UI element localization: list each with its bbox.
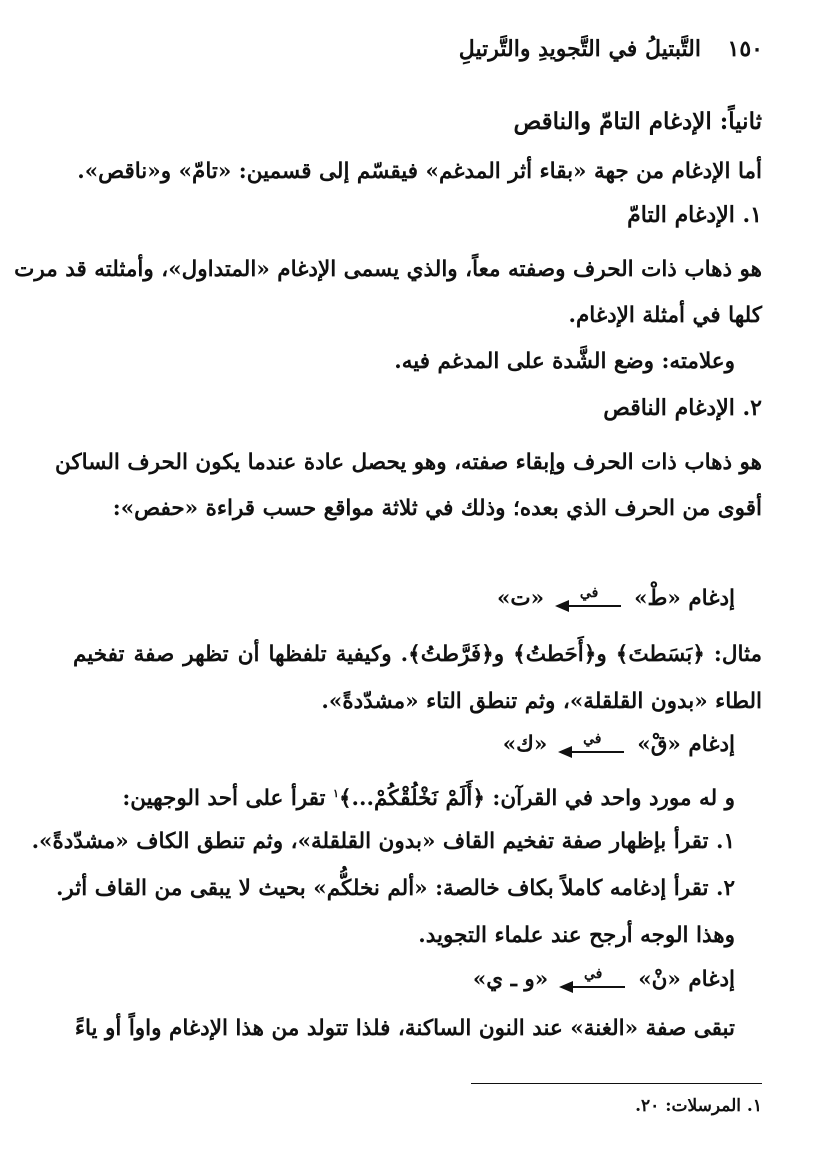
footnote-reference[interactable]: ١ <box>333 787 339 800</box>
arrow-caption: في <box>583 731 602 747</box>
case-kaf-row <box>73 730 735 760</box>
complete-assimilation-heading: ١. الإدغام التامّ <box>627 202 762 228</box>
incomplete-assimilation-heading: ٢. الإدغام الناقص <box>603 395 762 421</box>
case-kaf-way-2: ٢. تقرأ إدغامه كاملاً بكاف خالصة: «ألم نخلكُّم» بحيث لا يبقى من القاف أثر. <box>55 876 735 901</box>
case-kaf-occurrence <box>73 779 735 814</box>
case-kaf-label: إدغام «قْ» <box>637 732 735 757</box>
arrow-left-icon <box>558 967 628 993</box>
incomplete-definition-line-2: أقوى من الحرف الذي بعده؛ وذلك في ثلاثة مواقع حسب قراءة «حفص»: <box>112 496 762 521</box>
book-title: التَّبتيلُ في التَّجويدِ والتَّرتيلِ <box>458 36 701 62</box>
running-header <box>72 36 763 70</box>
case-ta-example-line-2: الطاء «بدون القلقلة»، وثم تنطق التاء «مشدّدةً». <box>321 689 762 714</box>
case-noon-target: «و ـ ي» <box>472 967 549 992</box>
page-number: ١٥٠ <box>727 36 763 62</box>
case-ta-example-line-1: مثال: ﴿بَسَطتَ﴾ و﴿أَحَطتُ﴾ و﴿فَرَّطتُ﴾. وكيفية تلفظها أن تظهر صفة تفخيم <box>73 642 762 667</box>
section-title: ثانياً: الإدغام التامّ والناقص <box>513 108 762 135</box>
incomplete-definition-line-1: هو ذهاب ذات الحرف وإبقاء صفته، وهو يحصل عادة عندما يكون الحرف الساكن <box>55 450 762 475</box>
occurrence-text: و له مورد واحد في القرآن: ﴿أَلَمْ نَخْلُقْكُمْ...﴾ <box>338 786 735 812</box>
case-kaf-preferred: وهذا الوجه أرجح عند علماء التجويد. <box>418 923 735 948</box>
complete-definition-line-2: كلها في أمثلة الإدغام. <box>568 303 762 328</box>
case-noon-row <box>73 965 735 995</box>
arrow-caption: في <box>579 585 599 601</box>
case-ta-label: إدغام «طْ» <box>634 586 735 611</box>
arrow-left-icon <box>554 586 624 612</box>
footnote-divider <box>471 1083 762 1084</box>
case-noon-label: إدغام «نْ» <box>638 967 735 992</box>
complete-sign: وعلامته: وضع الشَّدة على المدغم فيه. <box>394 349 735 374</box>
footnote: ١. المرسلات: ٢٠. <box>635 1096 762 1116</box>
intro-paragraph: أما الإدغام من جهة «بقاء أثر المدغم» فيقسّم إلى قسمين: «تامّ» و«ناقص». <box>77 159 762 184</box>
arrow-left-icon <box>557 732 627 758</box>
case-ta-row <box>73 584 735 614</box>
complete-definition-line-1: هو ذهاب ذات الحرف وصفته معاً، والذي يسمى الإدغام «المتداول»، وأمثلته قد مرت <box>14 257 762 282</box>
occurrence-continuation: تقرأ على أحد الوجهين: <box>122 786 334 812</box>
case-ta-target: «ت» <box>496 586 545 611</box>
case-noon-text: تبقى صفة «الغنة» عند النون الساكنة، فلذا تتولد من هذا الإدغام واواً أو ياءً <box>74 1016 735 1041</box>
case-kaf-way-1: ١. تقرأ بإظهار صفة تفخيم القاف «بدون القلقلة»، وثم تنطق الكاف «مشدّدةً». <box>31 829 735 854</box>
arrow-caption: في <box>584 966 603 982</box>
case-kaf-target: «ك» <box>502 732 548 757</box>
